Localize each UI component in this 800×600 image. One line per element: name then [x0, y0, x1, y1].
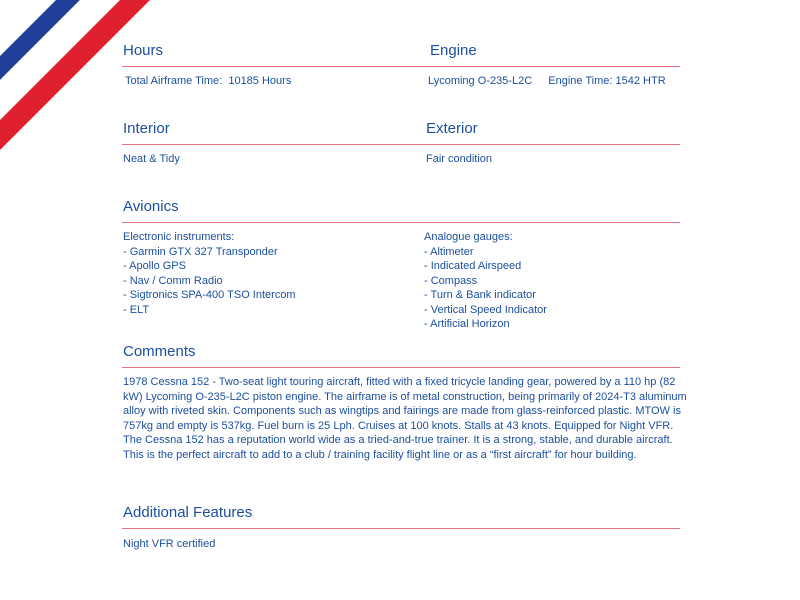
interior-text: Neat & Tidy [123, 153, 180, 165]
electronic-instruments-title: Electronic instruments: [123, 231, 235, 243]
additional-features-heading: Additional Features [123, 504, 253, 521]
list-item: - Turn & Bank indicator [424, 289, 536, 301]
engine-heading: Engine [430, 42, 477, 59]
list-item: - Artificial Horizon [424, 318, 510, 330]
hours-engine-divider [122, 66, 680, 67]
engine-time: Engine Time: 1542 HTR [548, 75, 666, 87]
exterior-text: Fair condition [426, 153, 493, 165]
comments-divider [122, 367, 680, 368]
hours-heading: Hours [123, 42, 164, 59]
avionics-heading: Avionics [123, 198, 179, 215]
analogue-gauges-title: Analogue gauges: [424, 231, 513, 243]
interior-exterior-divider [122, 144, 680, 145]
list-item: - Nav / Comm Radio [123, 274, 223, 287]
list-item: - Compass [424, 274, 478, 287]
analogue-gauges-list [424, 245, 547, 332]
list-item: - Sigtronics SPA-400 TSO Intercom [123, 289, 296, 301]
engine-model: Lycoming O-235-L2C [428, 75, 533, 87]
total-airframe-value: 10185 Hours [228, 75, 292, 87]
exterior-heading: Exterior [426, 120, 478, 137]
list-item: - Indicated Airspeed [424, 260, 522, 272]
comments-heading: Comments [123, 343, 196, 360]
total-airframe-time [125, 74, 291, 89]
electronic-instruments-list [123, 245, 296, 318]
additional-features-divider [122, 528, 680, 529]
list-item: - Altimeter [424, 245, 474, 258]
comments-text: 1978 Cessna 152 - Two-seat light touring aircraft, fitted with a fixed tricycle landing gear, powered by a 110 hp (82 kW) Lycoming O-235-L2C piston engine. The airframe is of metal construction, being primarily of 2024-T3 aluminum alloy with riveted skin. Components such as wingtips and fairings are made from glass-reinforced plastic. MTOW is 757kg and empty is 537kg. Fuel burn is 25 Lph. Cruises at 100 knots. Stalls at 43 knots. Equipped for Night VFR. The Cessna 152 has a reputation world wide as a tried-and-true trainer. It is a strong, stable, and durable aircraft. This is the perfect aircraft to add to a club / training facility flight line or as a “first aircraft” for hour building. [123, 376, 687, 461]
total-airframe-label: Total Airframe Time: [125, 75, 223, 87]
additional-features-text: Night VFR certified [123, 538, 216, 550]
list-item: - Vertical Speed Indicator [424, 303, 547, 316]
list-item: - ELT [123, 303, 150, 316]
engine-details [428, 74, 666, 89]
list-item: - Apollo GPS [123, 260, 186, 272]
interior-heading: Interior [123, 120, 170, 137]
list-item: - Garmin GTX 327 Transponder [123, 245, 278, 258]
avionics-divider [122, 222, 680, 223]
